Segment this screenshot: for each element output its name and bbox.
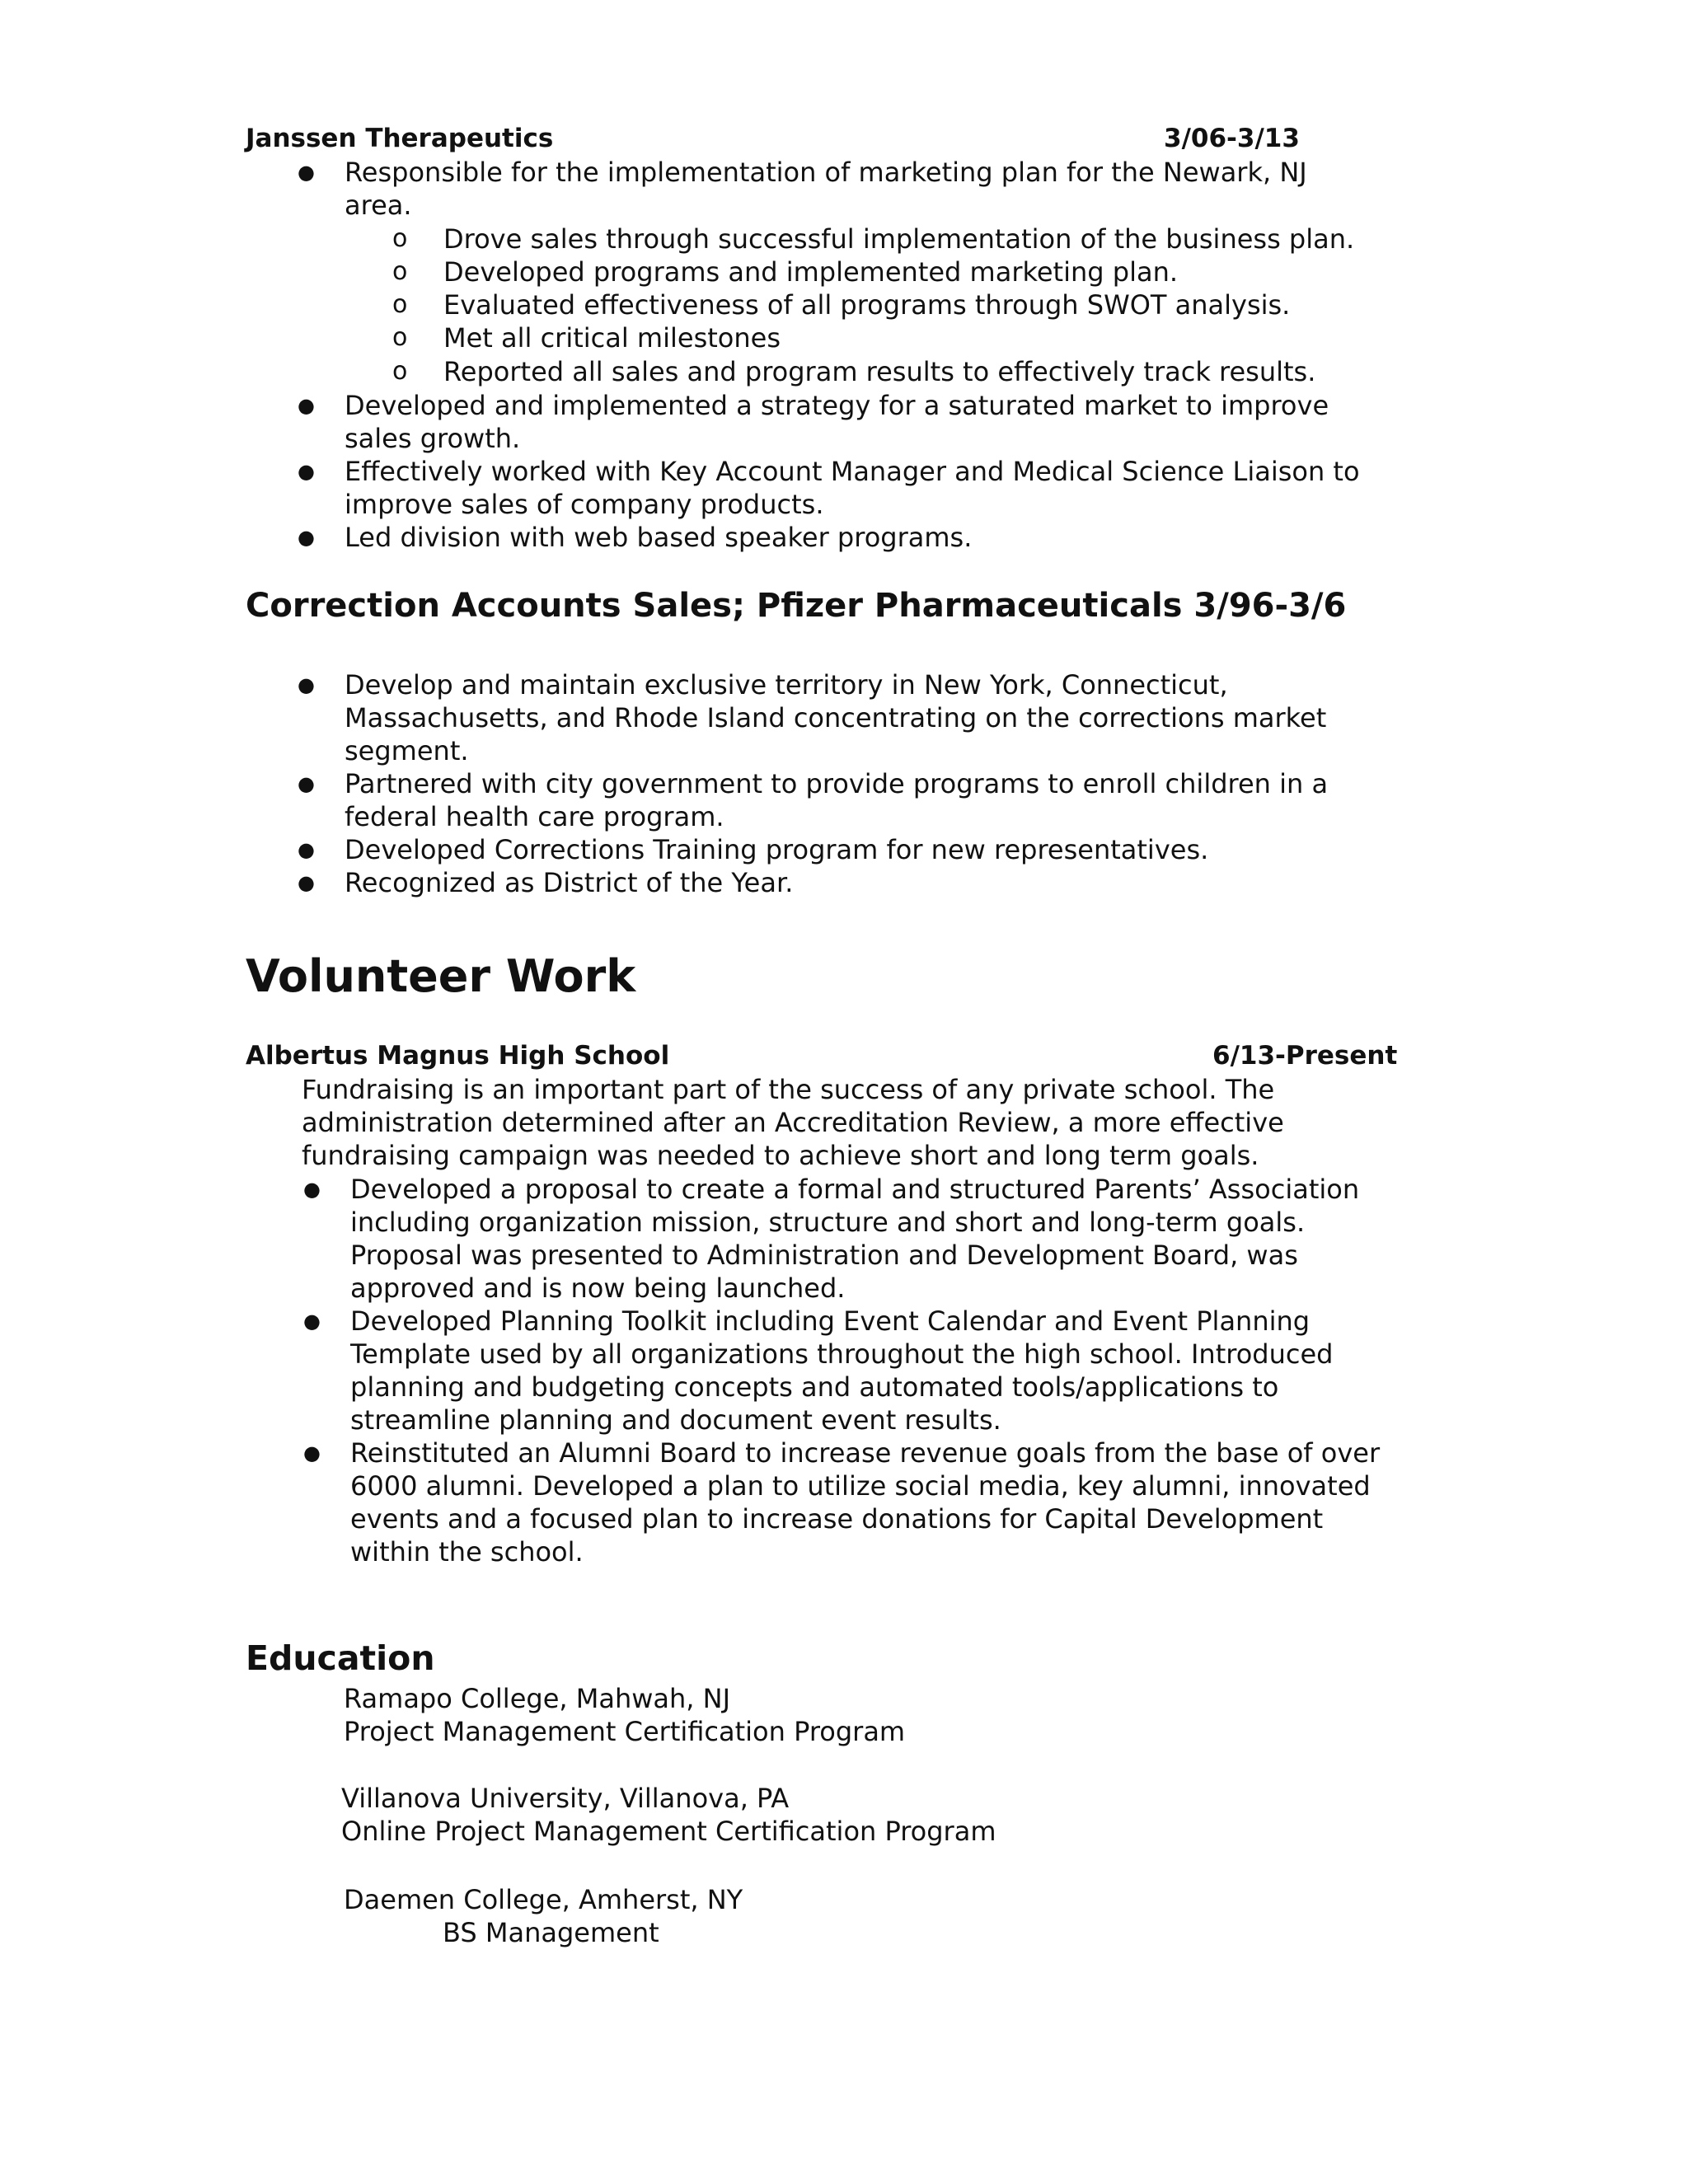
list-item-line: area. [345, 190, 412, 221]
list-item-line: within the school. [350, 1536, 584, 1568]
sub-list-item: Met all critical milestones [443, 322, 781, 354]
janssen-dates: 3/06-3/13 [1164, 124, 1300, 153]
list-item-line: Develop and maintain exclusive territory in New York, Connecticut, [345, 669, 1228, 701]
list-item-line: segment. [345, 735, 469, 766]
list-item-line: federal health care program. [345, 801, 724, 832]
circle-bullet-icon: o [392, 224, 408, 253]
school-program: BS Management [443, 1917, 659, 1948]
list-item-line: Developed Corrections Training program for new representatives. [345, 834, 1209, 865]
list-item-line: Proposal was presented to Administration and Development Board, was [350, 1240, 1298, 1271]
bullet-icon: ● [298, 526, 315, 549]
list-item-line: including organization mission, structure and short and long-term goals. [350, 1207, 1306, 1238]
bullet-icon: ● [303, 1310, 321, 1333]
school-name: Villanova University, Villanova, PA [341, 1783, 790, 1814]
list-item-line: Massachusetts, and Rhode Island concentrating on the corrections market [345, 702, 1327, 733]
list-item-line: Developed and implemented a strategy for a saturated market to improve [345, 390, 1329, 421]
list-item-line: Developed a proposal to create a formal and structured Parents’ Association [350, 1174, 1360, 1205]
pfizer-heading: Correction Accounts Sales; Pfizer Pharmaceuticals 3/96-3/6 [246, 587, 1347, 625]
list-item-line: Template used by all organizations throughout the high school. Introduced [350, 1338, 1334, 1370]
list-item-line: improve sales of company products. [345, 489, 824, 520]
circle-bullet-icon: o [392, 257, 408, 286]
list-item-line: Partnered with city government to provide programs to enroll children in a [345, 768, 1329, 799]
bullet-icon: ● [303, 1441, 321, 1465]
bullet-icon: ● [298, 161, 315, 184]
sub-list-item: Evaluated effectiveness of all programs through SWOT analysis. [443, 289, 1291, 321]
school-program: Project Management Certification Program [344, 1716, 906, 1747]
circle-bullet-icon: o [392, 357, 408, 386]
list-item-line: sales growth. [345, 423, 521, 454]
janssen-company: Janssen Therapeutics [246, 124, 554, 153]
list-item-line: events and a focused plan to increase donations for Capital Development [350, 1503, 1324, 1535]
volunteer-org: Albertus Magnus High School [246, 1041, 670, 1071]
list-item-line: Responsible for the implementation of marketing plan for the Newark, NJ [345, 157, 1307, 188]
circle-bullet-icon: o [392, 323, 408, 352]
school-program: Online Project Management Certification Program [341, 1816, 996, 1847]
bullet-icon: ● [298, 838, 315, 861]
bullet-icon: ● [298, 772, 315, 795]
sub-list-item: Reported all sales and program results to effectively track results. [443, 356, 1316, 387]
bullet-icon: ● [298, 394, 315, 417]
list-item-line: Effectively worked with Key Account Manager and Medical Science Liaison to [345, 456, 1360, 487]
bullet-icon: ● [298, 460, 315, 483]
list-item-line: planning and budgeting concepts and automated tools/applications to [350, 1371, 1279, 1403]
list-item-line: streamline planning and document event results. [350, 1404, 1001, 1436]
bullet-icon: ● [298, 673, 315, 696]
intro-line: fundraising campaign was needed to achieve short and long term goals. [302, 1140, 1259, 1171]
list-item-line: Recognized as District of the Year. [345, 867, 794, 898]
volunteer-heading: Volunteer Work [246, 950, 636, 1002]
education-heading: Education [246, 1638, 435, 1678]
circle-bullet-icon: o [392, 290, 408, 319]
volunteer-dates: 6/13-Present [1212, 1041, 1398, 1071]
school-name: Ramapo College, Mahwah, NJ [344, 1683, 730, 1714]
list-item-line: approved and is now being launched. [350, 1272, 846, 1304]
list-item-line: Reinstituted an Alumni Board to increase revenue goals from the base of over [350, 1437, 1381, 1469]
list-item-line: Developed Planning Toolkit including Event Calendar and Event Planning [350, 1305, 1311, 1337]
bullet-icon: ● [298, 871, 315, 894]
intro-line: Fundraising is an important part of the success of any private school. The [302, 1074, 1275, 1105]
list-item-line: Led division with web based speaker programs. [345, 522, 973, 553]
bullet-icon: ● [303, 1178, 321, 1201]
list-item-line: 6000 alumni. Developed a plan to utilize social media, key alumni, innovated [350, 1470, 1371, 1502]
intro-line: administration determined after an Accreditation Review, a more effective [302, 1107, 1284, 1138]
sub-list-item: Developed programs and implemented marketing plan. [443, 256, 1179, 288]
sub-list-item: Drove sales through successful implementation of the business plan. [443, 223, 1355, 255]
school-name: Daemen College, Amherst, NY [344, 1884, 743, 1915]
